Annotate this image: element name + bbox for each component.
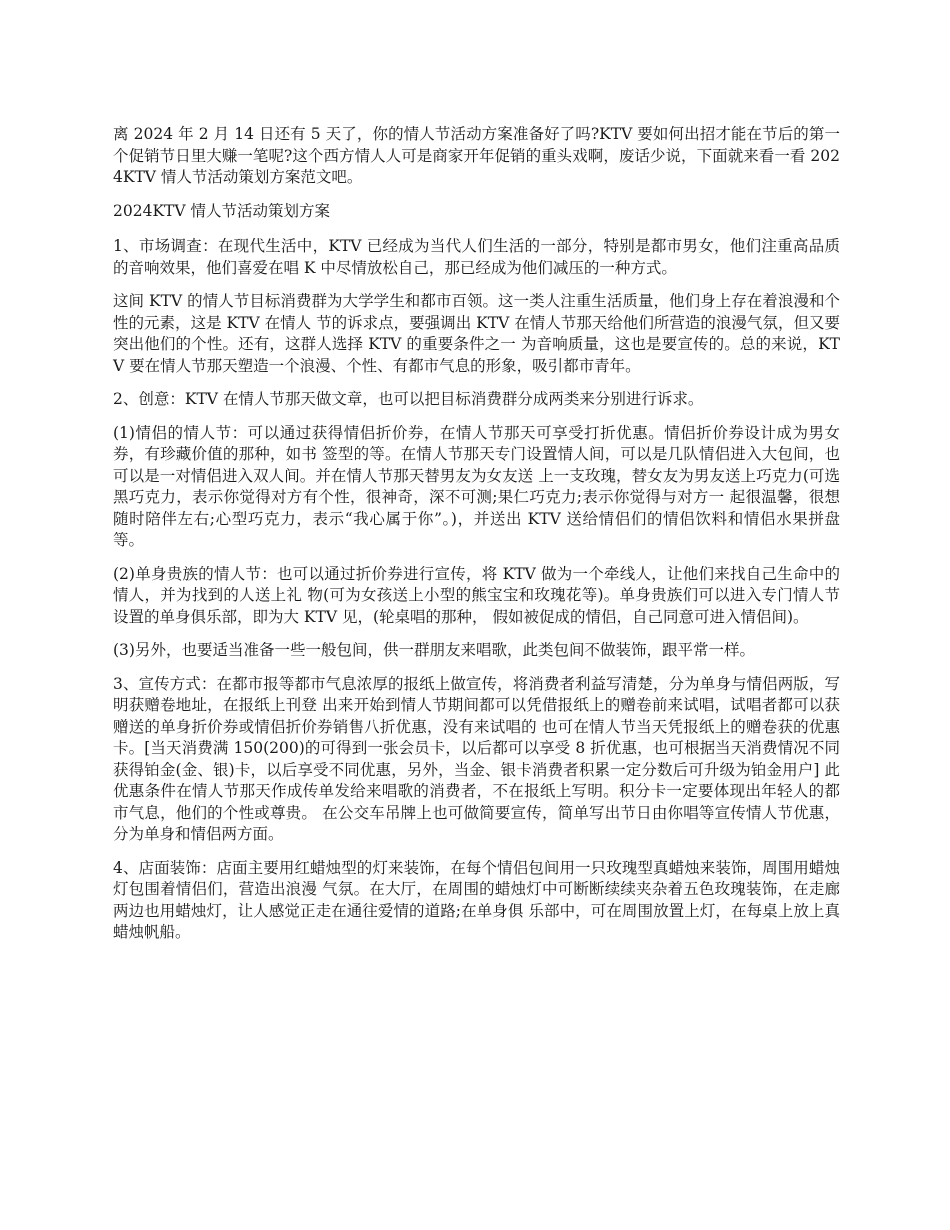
section-decoration: 4、店面装饰：店面主要用红蜡烛型的灯来装饰，在每个情侣包间用一只玫瑰型真蜡烛来装饰，周围用蜡烛灯包围着情侣们，营造出浪漫 气氛。在大厅，在周围的蜡烛灯中可断断续续夹杂着五色玫瑰装饰，在走廊两边也用蜡烛灯，让人感觉正走在通往爱情的道路;在单身俱 乐部中，可在周围放置上灯，在每桌上放上真蜡烛帆船。 bbox=[113, 858, 840, 941]
document-body bbox=[113, 124, 840, 956]
document-title: 2024KTV 情人节活动策划方案 bbox=[113, 201, 330, 220]
couples-valentine-paragraph: (1)情侣的情人节：可以通过获得情侣折价券，在情人节那天可享受打折优惠。情侣折价券设计成为男女券，有珍藏价值的那种，如书 签型的等。在情人节那天专门设置情人间，可以是几队情侣进入大包间，也可以是一对情侣进入双人间。并在情人节那天替男友为女友送 上一支玫瑰，替女友为男友送上巧克力(可选黑巧克力，表示你觉得对方有个性，很神奇，深不可测;果仁巧克力;表示你觉得与对方一 起很温馨，很想随时陪伴左右;心型巧克力，表示“我心属于你”。)，并送出 KTV 送给情侣们的情侣饮料和情侣水果拼盘等。 bbox=[113, 423, 840, 549]
section-market-research: 1、市场调查：在现代生活中，KTV 已经成为当代人们生活的一部分，特别是都市男女，他们注重高品质的音响效果，他们喜爱在唱 K 中尽情放松自己，那已经成为他们减压的一种方式。 bbox=[113, 237, 840, 277]
intro-paragraph: 离 2024 年 2 月 14 日还有 5 天了，你的情人节活动方案准备好了吗?KTV 要如何出招才能在节后的第一个促销节日里大赚一笔呢?这个西方情人人可是商家开年促销的重头戏啊，废话少说，下面就来看一看 2024KTV 情人节活动策划方案范文吧。 bbox=[113, 125, 840, 186]
section-promotion: 3、宣传方式：在都市报等都市气息浓厚的报纸上做宣传，将消费者利益写清楚，分为单身与情侣两版，写明获赠卷地址，在报纸上刊登 出来开始到情人节期间都可以凭借报纸上的赠卷前来试唱，试唱者都可以获赠送的单身折价券或情侣折价券销售八折优惠，没有来试唱的 也可在情人节当天凭报纸上的赠卷获的优惠卡。[当天消费满 150(200)的可得到一张会员卡，以后都可以享受 8 折优惠，也可根据当天消费情况不同获得铂金(金、银)卡，以后享受不同优惠，另外，当金、银卡消费者积累一定分数后可升级为铂金用户] 此优惠条件在情人节那天作成传单发给来唱歌的消费者，不在报纸上写明。积分卡一定要体现出年轻人的都市气息，他们的个性或尊贵。 在公交车吊牌上也可做简要宣传，简单写出节日由你唱等宣传情人节优惠，分为单身和情侣两方面。 bbox=[113, 674, 840, 843]
section-creative: 2、创意：KTV 在情人节那天做文章，也可以把目标消费群分成两类来分别进行诉求。 bbox=[113, 390, 704, 408]
singles-valentine-paragraph: (2)单身贵族的情人节：也可以通过折价券进行宣传，将 KTV 做为一个牵线人，让他们来找自己生命中的情人，并为找到的人送上礼 物(可为女孩送上小型的熊宝宝和玫瑰花等)。单身贵族们可以进入专门情人节设置的单身俱乐部，即为大 KTV 见，(轮桌唱的那种， 假如被促成的情侣，自己同意可进入情侣间)。 bbox=[113, 564, 840, 626]
general-rooms-paragraph: (3)另外，也要适当准备一些一般包间，供一群朋友来唱歌，此类包间不做装饰，跟平常一样。 bbox=[113, 641, 755, 659]
target-audience-paragraph: 这间 KTV 的情人节目标消费群为大学学生和都市百领。这一类人注重生活质量，他们身上存在着浪漫和个性的元素，这是 KTV 在情人 节的诉求点，要强调出 KTV 在情人节那天给他们所营造的浪漫气氛，但又要突出他们的个性。还有，这群人选择 KTV 的重要条件之一 为音响质量，这也是要宣传的。总的来说，KTV 要在情人节那天塑造一个浪漫、个性、有都市气息的形象，吸引都市青年。 bbox=[113, 292, 840, 375]
